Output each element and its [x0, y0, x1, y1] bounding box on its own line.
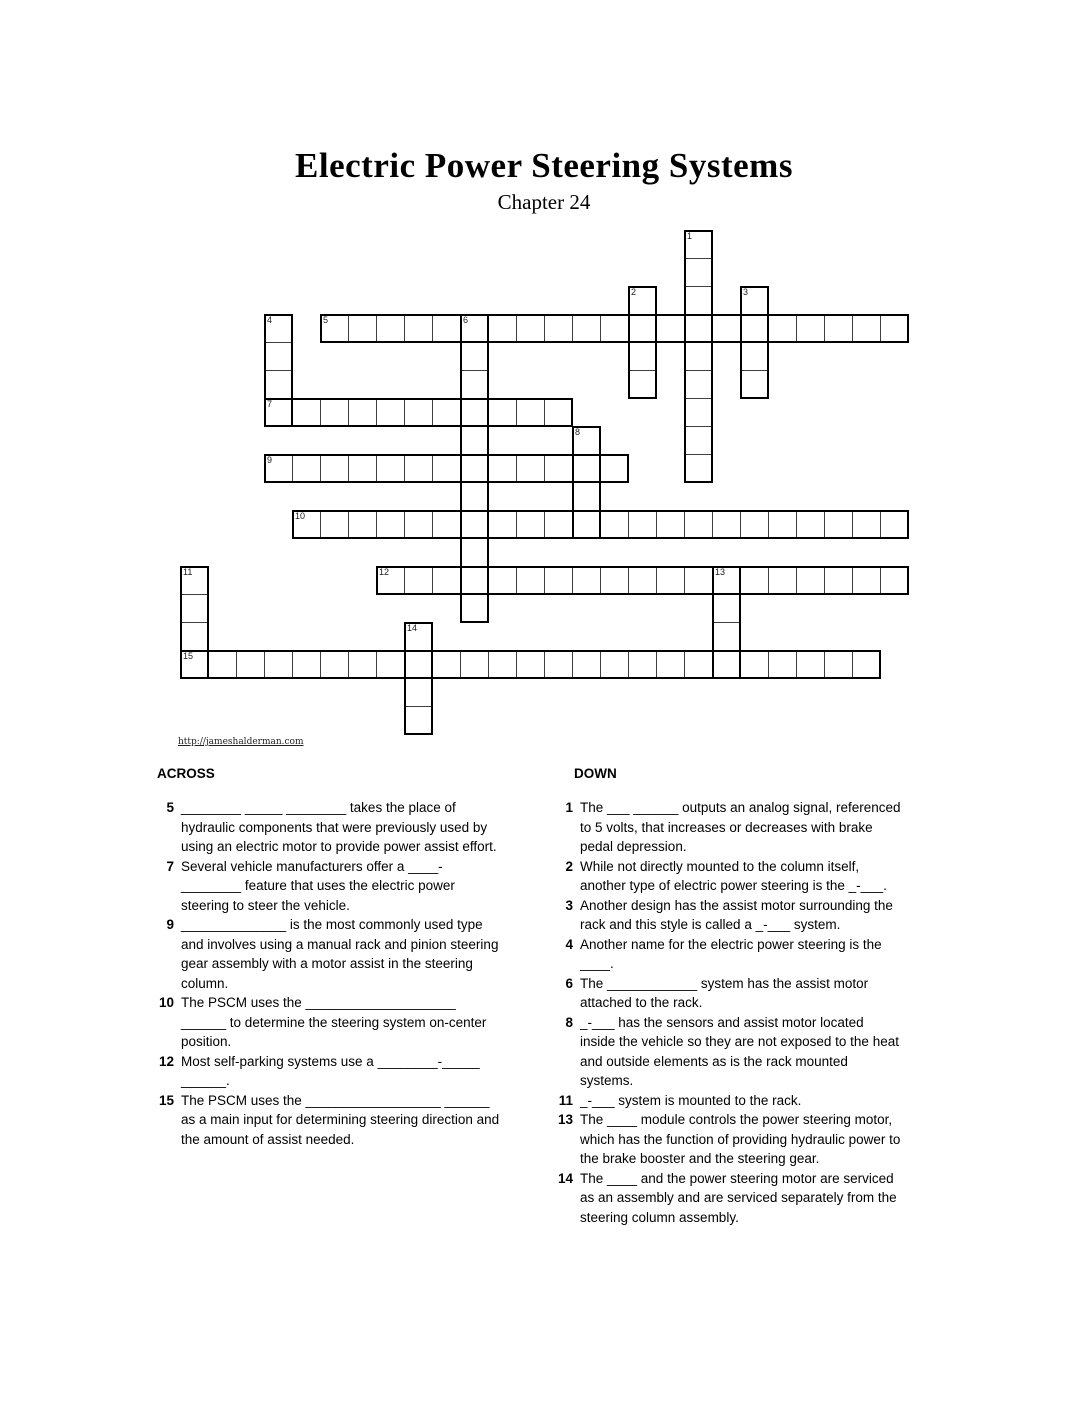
clue-number: 10	[158, 995, 174, 1010]
crossword-cell[interactable]	[684, 258, 713, 287]
clue-number: 9	[166, 917, 174, 932]
crossword-cell[interactable]	[460, 454, 489, 483]
crossword-cell[interactable]	[544, 398, 573, 427]
crossword-cell[interactable]	[796, 650, 825, 679]
crossword-cell[interactable]	[768, 314, 797, 343]
crossword-cell[interactable]	[852, 510, 881, 539]
crossword-cell[interactable]	[432, 650, 461, 679]
crossword-cell[interactable]	[740, 566, 769, 595]
crossword-cell[interactable]	[740, 314, 769, 343]
crossword-cell[interactable]	[572, 314, 601, 343]
clue-number: 6	[565, 975, 573, 991]
crossword-cell[interactable]	[600, 566, 629, 595]
crossword-cell[interactable]	[684, 398, 713, 427]
clue-item	[549, 896, 901, 935]
crossword-cell[interactable]	[320, 314, 349, 343]
clue-text: The PSCM uses the ____________________ ______ to determine the steering system on-center position.	[181, 995, 487, 1049]
clue-number: 4	[565, 936, 573, 952]
crossword-cell[interactable]	[516, 510, 545, 539]
clue-item	[150, 798, 502, 857]
clue-item	[549, 1013, 901, 1091]
crossword-cell[interactable]	[516, 650, 545, 679]
clue-text: Most self-parking systems use a ________-_____ ______.	[181, 1053, 480, 1088]
crossword-cell[interactable]	[740, 342, 769, 371]
crossword-cell[interactable]	[572, 426, 601, 455]
crossword-cell[interactable]	[796, 566, 825, 595]
cell-number-1: 1	[687, 231, 693, 241]
cell-number-4: 4	[267, 315, 273, 325]
crossword-cell[interactable]	[320, 398, 349, 427]
clue-item	[150, 1091, 502, 1150]
crossword-cell[interactable]	[348, 314, 377, 343]
cell-number-8: 8	[575, 427, 581, 437]
crossword-cell[interactable]	[376, 398, 405, 427]
crossword-cell[interactable]	[432, 566, 461, 595]
crossword-cell[interactable]	[292, 510, 321, 539]
crossword-cell[interactable]	[348, 454, 377, 483]
crossword-cell[interactable]	[208, 650, 237, 679]
crossword-cell[interactable]	[712, 566, 741, 595]
cell-number-11: 11	[183, 567, 193, 577]
clue-item	[549, 1091, 901, 1111]
crossword-cell[interactable]	[404, 650, 433, 679]
crossword-cell[interactable]	[488, 566, 517, 595]
crossword-cell[interactable]	[628, 650, 657, 679]
crossword-cell[interactable]	[460, 482, 489, 511]
clue-text: _-___ has the sensors and assist motor located inside the vehicle so they are not exposed to the heat and outside elements as is the rack mounted systems.	[580, 1014, 899, 1088]
crossword-cell[interactable]	[656, 566, 685, 595]
crossword-cell[interactable]	[712, 650, 741, 679]
clue-item	[549, 857, 901, 896]
crossword-cell[interactable]	[488, 314, 517, 343]
crossword-cell[interactable]	[852, 650, 881, 679]
crossword-cell[interactable]	[628, 342, 657, 371]
crossword-cell[interactable]	[404, 706, 433, 735]
across-clues-section	[150, 766, 502, 1149]
crossword-cell[interactable]	[348, 510, 377, 539]
crossword-cell[interactable]	[404, 622, 433, 651]
crossword-cell[interactable]	[656, 510, 685, 539]
crossword-cell[interactable]	[460, 510, 489, 539]
clue-item	[549, 1110, 901, 1169]
crossword-cell[interactable]	[404, 566, 433, 595]
crossword-cell[interactable]	[460, 314, 489, 343]
clue-number: 11	[558, 1092, 573, 1108]
crossword-cell[interactable]	[376, 454, 405, 483]
cell-number-6: 6	[463, 315, 469, 325]
crossword-cell[interactable]	[180, 622, 209, 651]
crossword-cell[interactable]	[656, 650, 685, 679]
crossword-cell[interactable]	[432, 454, 461, 483]
crossword-cell[interactable]	[824, 566, 853, 595]
crossword-cell[interactable]	[572, 454, 601, 483]
crossword-cell[interactable]	[824, 510, 853, 539]
clue-text: The ___ ______ outputs an analog signal, referenced to 5 volts, that increases or decreases with brake pedal depression.	[580, 800, 901, 854]
crossword-cell[interactable]	[488, 398, 517, 427]
crossword-cell[interactable]	[712, 622, 741, 651]
crossword-cell[interactable]	[516, 566, 545, 595]
crossword-cell[interactable]	[180, 650, 209, 679]
across-clue-list	[150, 798, 502, 1149]
crossword-cell[interactable]	[768, 510, 797, 539]
crossword-cell[interactable]	[684, 650, 713, 679]
crossword-cell[interactable]	[628, 370, 657, 399]
clue-text: The PSCM uses the __________________ ______ as a main input for determining steering direction and the amount of assist needed.	[181, 1092, 500, 1147]
clue-item	[549, 798, 901, 857]
crossword-cell[interactable]	[796, 314, 825, 343]
clue-text: The ____ and the power steering motor are serviced as an assembly and are serviced separately from the steering column assembly.	[580, 1170, 897, 1225]
crossword-cell[interactable]	[432, 314, 461, 343]
crossword-cell[interactable]	[404, 398, 433, 427]
crossword-cell[interactable]	[432, 398, 461, 427]
crossword-cell[interactable]	[684, 342, 713, 371]
crossword-cell[interactable]	[432, 510, 461, 539]
crossword-cell[interactable]	[684, 426, 713, 455]
crossword-cell[interactable]	[236, 650, 265, 679]
crossword-cell[interactable]	[684, 566, 713, 595]
crossword-cell[interactable]	[852, 566, 881, 595]
cell-number-15: 15	[183, 651, 194, 661]
crossword-cell[interactable]	[628, 286, 657, 315]
crossword-cell[interactable]	[264, 398, 293, 427]
crossword-cell[interactable]	[320, 650, 349, 679]
crossword-cell[interactable]	[460, 342, 489, 371]
crossword-cell[interactable]	[740, 650, 769, 679]
clue-text: While not directly mounted to the column itself, another type of electric power steering is the _-___.	[580, 858, 887, 893]
crossword-cell[interactable]	[376, 510, 405, 539]
clue-number: 15	[158, 1092, 174, 1108]
crossword-cell[interactable]	[264, 454, 293, 483]
crossword-cell[interactable]	[740, 510, 769, 539]
across-heading: ACROSS	[157, 766, 215, 781]
crossword-cell[interactable]	[740, 286, 769, 315]
crossword-cell[interactable]	[264, 342, 293, 371]
crossword-cell[interactable]	[544, 566, 573, 595]
crossword-cell[interactable]	[796, 510, 825, 539]
crossword-cell[interactable]	[824, 314, 853, 343]
crossword-cell[interactable]	[880, 510, 909, 539]
page-title: Electric Power Steering Systems	[295, 146, 793, 185]
crossword-cell[interactable]	[572, 510, 601, 539]
crossword-cell[interactable]	[460, 538, 489, 567]
crossword-cell[interactable]	[460, 398, 489, 427]
crossword-cell[interactable]	[544, 510, 573, 539]
clue-text: Another design has the assist motor surrounding the rack and this style is called a _-___ system.	[580, 897, 893, 932]
crossword-cell[interactable]	[880, 314, 909, 343]
clue-number: 13	[557, 1112, 573, 1127]
crossword-cell[interactable]	[460, 370, 489, 399]
crossword-cell[interactable]	[628, 510, 657, 539]
crossword-cell[interactable]	[544, 454, 573, 483]
crossword-cell[interactable]	[264, 314, 293, 343]
crossword-cell[interactable]	[460, 594, 489, 623]
clue-text: _-___ system is mounted to the rack.	[580, 1092, 802, 1108]
crossword-cell[interactable]	[292, 454, 321, 483]
crossword-cell[interactable]	[544, 314, 573, 343]
crossword-cell[interactable]	[572, 650, 601, 679]
crossword-cell[interactable]	[656, 314, 685, 343]
crossword-cell[interactable]	[180, 594, 209, 623]
crossword-cell[interactable]	[516, 454, 545, 483]
clue-item	[150, 915, 502, 993]
crossword-cell[interactable]	[488, 510, 517, 539]
crossword-cell[interactable]	[320, 510, 349, 539]
crossword-cell[interactable]	[292, 650, 321, 679]
clue-text: Another name for the electric power steering is the ____.	[580, 936, 882, 971]
cell-number-13: 13	[715, 567, 726, 577]
clue-number: 12	[158, 1053, 174, 1069]
crossword-cell[interactable]	[684, 454, 713, 483]
clue-number: 3	[565, 897, 573, 913]
clue-number: 2	[565, 858, 573, 874]
crossword-cell[interactable]	[740, 370, 769, 399]
crossword-cell[interactable]	[516, 314, 545, 343]
crossword-cell[interactable]	[264, 370, 293, 399]
crossword-cell[interactable]	[712, 510, 741, 539]
cell-number-3: 3	[743, 287, 749, 297]
crossword-cell[interactable]	[600, 510, 629, 539]
crossword-cell[interactable]	[684, 286, 713, 315]
clue-text: The ____________ system has the assist motor attached to the rack.	[580, 975, 869, 1010]
cell-number-2: 2	[631, 287, 637, 297]
crossword-cell[interactable]	[768, 566, 797, 595]
clue-number: 7	[166, 858, 174, 874]
crossword-cell[interactable]	[264, 650, 293, 679]
cell-number-10: 10	[295, 511, 306, 521]
clue-text: Several vehicle manufacturers offer a ____-________ feature that uses the electric power steering to steer the vehicle.	[181, 858, 455, 913]
crossword-cell[interactable]	[292, 398, 321, 427]
cell-number-9: 9	[267, 455, 273, 465]
crossword-cell[interactable]	[488, 454, 517, 483]
clue-text: ________ _____ ________ takes the place of hydraulic components that were previously used by using an electric motor to provide power assist effort.	[181, 800, 497, 854]
crossword-cell[interactable]	[460, 650, 489, 679]
crossword-cell[interactable]	[376, 314, 405, 343]
crossword-cell[interactable]	[404, 314, 433, 343]
crossword-cell[interactable]	[180, 566, 209, 595]
crossword-cell[interactable]	[712, 314, 741, 343]
clue-item	[150, 1052, 502, 1091]
crossword-cell[interactable]	[348, 650, 377, 679]
clue-item	[150, 993, 502, 1052]
clue-item	[549, 935, 901, 974]
crossword-grid	[180, 230, 908, 734]
cell-number-14: 14	[407, 623, 418, 633]
crossword-cell[interactable]	[600, 650, 629, 679]
cell-number-5: 5	[323, 315, 329, 325]
clue-number: 5	[166, 800, 174, 815]
page-subtitle: Chapter 24	[497, 190, 591, 214]
clue-number: 14	[557, 1170, 573, 1186]
down-heading: DOWN	[574, 766, 617, 781]
crossword-cell[interactable]	[712, 594, 741, 623]
cell-number-12: 12	[379, 567, 390, 577]
crossword-cell[interactable]	[684, 230, 713, 259]
crossword-cell[interactable]	[628, 314, 657, 343]
source-link[interactable]: http://jameshalderman.com	[178, 737, 304, 747]
crossword-cell[interactable]	[404, 454, 433, 483]
crossword-cell[interactable]	[516, 398, 545, 427]
crossword-cell[interactable]	[880, 566, 909, 595]
crossword-cell[interactable]	[768, 650, 797, 679]
clue-item	[549, 1169, 901, 1228]
clue-text: ______________ is the most commonly used type and involves using a manual rack and pinion steering gear assembly with a motor assist in the steering column.	[181, 917, 499, 991]
down-clue-list	[549, 798, 901, 1227]
crossword-cell[interactable]	[404, 678, 433, 707]
crossword-cell[interactable]	[684, 370, 713, 399]
clue-text: The ____ module controls the power steering motor, which has the function of providing hydraulic power to the brake booster and the steering gear.	[580, 1112, 901, 1166]
crossword-cell[interactable]	[600, 454, 629, 483]
crossword-cell[interactable]	[572, 566, 601, 595]
crossword-cell[interactable]	[824, 650, 853, 679]
crossword-cell[interactable]	[600, 314, 629, 343]
clue-item	[549, 974, 901, 1013]
crossword-cell[interactable]	[460, 566, 489, 595]
crossword-cell[interactable]	[320, 454, 349, 483]
crossword-cell[interactable]	[628, 566, 657, 595]
crossword-cell[interactable]	[488, 650, 517, 679]
crossword-cell[interactable]	[684, 510, 713, 539]
crossword-cell[interactable]	[460, 426, 489, 455]
crossword-cell[interactable]	[348, 398, 377, 427]
cell-number-7: 7	[267, 399, 273, 409]
clue-number: 1	[565, 800, 573, 815]
clue-number: 8	[565, 1014, 573, 1030]
clue-item	[150, 857, 502, 916]
crossword-cell[interactable]	[572, 482, 601, 511]
crossword-cell[interactable]	[852, 314, 881, 343]
crossword-cell[interactable]	[376, 650, 405, 679]
crossword-cell[interactable]	[684, 314, 713, 343]
down-clues-section	[549, 766, 901, 1227]
crossword-cell[interactable]	[544, 650, 573, 679]
crossword-cell[interactable]	[404, 510, 433, 539]
crossword-cell[interactable]	[376, 566, 405, 595]
